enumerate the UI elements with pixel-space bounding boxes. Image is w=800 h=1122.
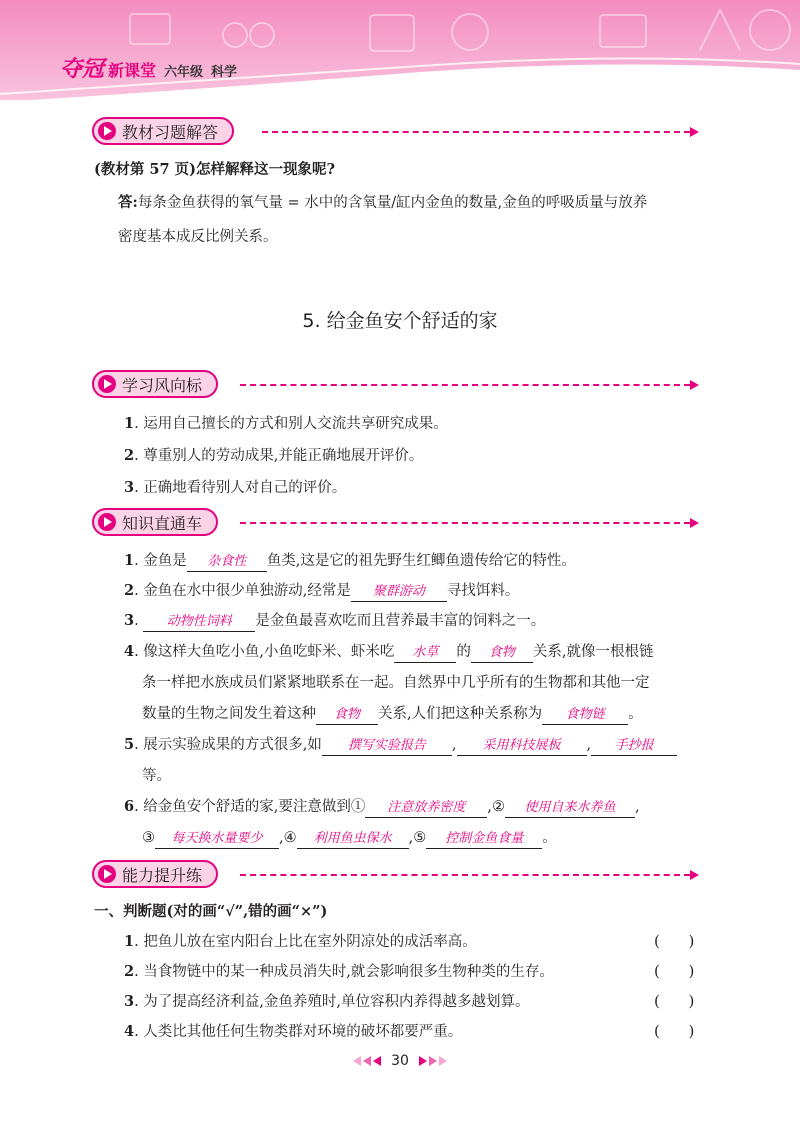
answer-blank: 采用科技展板 [457,737,587,756]
section-header-objectives [92,371,218,397]
grade-label: 六年级 [164,65,204,80]
answer-paren[interactable]: ( ) [654,932,695,950]
judgment-item: 4. 人类比其他任何生物类群对环境的破坏都要严重。 [124,1023,463,1040]
answer-blank: 水草 [394,644,456,663]
objective-item: 1. 运用自己擅长的方式和别人交流共享研究成果。 [124,415,448,432]
banner-background [0,0,800,100]
answer-blank: 食物 [471,644,533,663]
play-icon [98,513,116,531]
answer-paren[interactable]: ( ) [654,962,695,980]
right-arrows-icon [419,1056,447,1066]
arrow-icon [690,518,699,528]
section-divider [240,384,690,386]
objective-item: 2. 尊重别人的劳动成果,并能正确地展开评价。 [124,447,424,464]
answer-blank: 利用鱼虫保水 [297,830,409,849]
knowledge-q6-line-1: 6. 给金鱼安个舒适的家,要注意做到① 注意放养密度 ,② 使用自来水养鱼 , [124,797,640,818]
answer-text: 每条金鱼获得的氧气量 = 水中的含氧量/缸内金鱼的数量,金鱼的呼吸质量与放养 [137,195,648,211]
knowledge-q1: 1. 金鱼是 杂食性 鱼类,这是它的祖先野生红鲫鱼遗传给它的特性。 [124,551,576,572]
answer-blank: 注意放养密度 [365,799,487,818]
knowledge-q4-line-1: 4. 像这样大鱼吃小鱼,小鱼吃虾米、虾米吃 水草 的 食物 关系,就像一根根链 [124,642,654,663]
judgment-item: 1. 把鱼儿放在室内阳台上比在室外阴凉处的成活率高。 [124,933,477,950]
section-divider [240,522,690,524]
answer-blank: 控制金鱼食量 [426,830,542,849]
textbook-answer-line-2: 密度基本成反比例关系。 [118,229,278,245]
answer-blank: 杂食性 [187,553,267,572]
arrow-icon [690,127,699,137]
section-pill [92,370,218,398]
answer-blank: 每天换水量要少 [155,830,279,849]
answer-blank: 手抄报 [591,737,677,756]
objective-item: 3. 正确地看待别人对自己的评价。 [124,479,347,496]
answer-blank: 食物链 [542,706,628,725]
left-arrows-icon [353,1056,381,1066]
judgment-item: 3. 为了提高经济利益,金鱼养殖时,单位容积内养得越多越划算。 [124,993,530,1010]
play-icon [98,865,116,883]
section-divider [262,131,690,133]
judgment-item: 2. 当食物链中的某一种成员消失时,就会影响很多生物种类的生存。 [124,963,554,980]
section-header-practice [92,861,218,887]
answer-blank: 食物 [316,706,378,725]
knowledge-q5-line-2: 等。 [142,768,171,784]
lesson-title: 5. 给金鱼安个舒适的家 [302,310,498,332]
section-header-knowledge [92,509,218,535]
section-pill [92,860,218,888]
answer-label: 答: [118,194,138,211]
knowledge-q6-line-2: ③ 每天换水量要少 ,④ 利用鱼虫保水 ,⑤ 控制金鱼食量 。 [142,828,557,849]
brand-logo [60,52,237,83]
section-divider [240,874,690,876]
answer-paren[interactable]: ( ) [654,992,695,1010]
brand-name: 夺冠 [60,57,105,82]
knowledge-q4-line-3: 数量的生物之间发生着这种 食物 关系,人们把这种关系称为 食物链 。 [142,704,643,725]
play-icon [98,122,116,140]
section-title: 能力提升练 [122,865,203,885]
knowledge-q3: 3. 动物性饲料 是金鱼最喜欢吃而且营养最丰富的饲料之一。 [124,611,545,632]
section-title: 学习风向标 [122,375,203,395]
textbook-question: (教材第 57 页)怎样解释这一现象呢? [94,161,335,178]
textbook-answer-line-1 [118,193,647,213]
knowledge-q5-line-1: 5. 展示实验成果的方式很多,如 撰写实验报告 , 采用科技展板 , 手抄报 [124,735,677,756]
section-pill [92,117,234,145]
section-title: 知识直通车 [122,513,203,533]
section-header-textbook [92,118,234,144]
section-pill [92,508,218,536]
section-title: 教材习题解答 [122,122,219,142]
knowledge-q4-line-2: 条一样把水族成员们紧紧地联系在一起。自然界中几乎所有的生物都和其他一定 [142,675,650,691]
answer-blank: 使用自来水养鱼 [505,799,635,818]
header-banner [0,0,800,100]
page-footer [0,1053,800,1069]
answer-blank: 动物性饲料 [143,613,255,632]
answer-blank: 撰写实验报告 [322,737,452,756]
arrow-icon [690,380,699,390]
page-number: 30 [391,1053,409,1069]
subject-label: 科学 [211,65,238,80]
practice-part-title: 一、判断题(对的画“√”,错的画“×”) [94,903,328,920]
play-icon [98,375,116,393]
answer-paren[interactable]: ( ) [654,1022,695,1040]
knowledge-q2: 2. 金鱼在水中很少单独游动,经常是 聚群游动 寻找饵料。 [124,581,519,602]
brand-series: 新课堂 [108,61,157,80]
answer-blank: 聚群游动 [351,583,447,602]
arrow-icon [690,870,699,880]
